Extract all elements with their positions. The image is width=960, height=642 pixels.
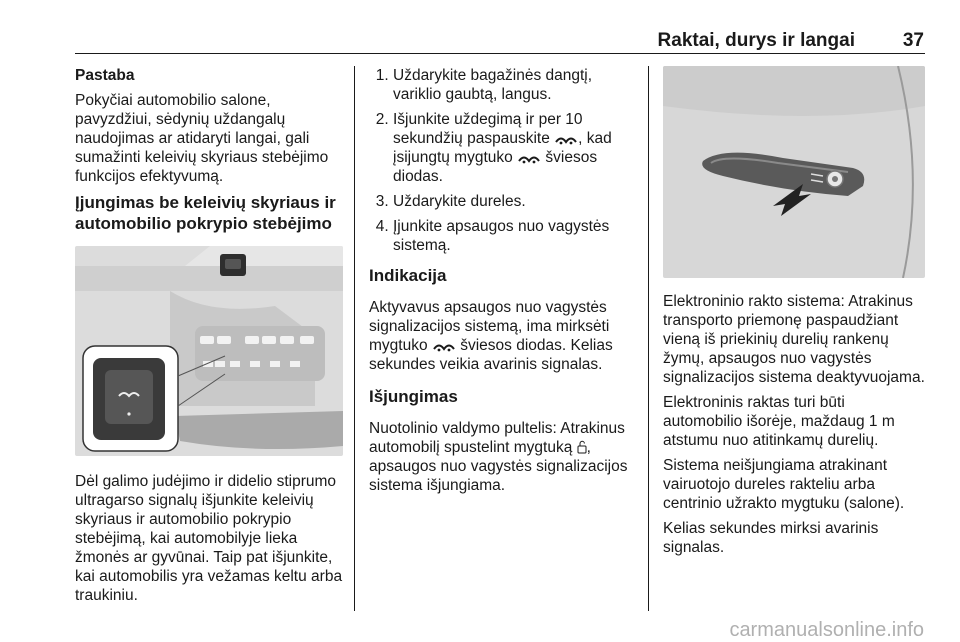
note-text: Pokyčiai automobilio salone, pavyzdžiui, sėdynių uždangalų naudojimas ar atidaryti langai, gali sumažinti keleivių skyriaus stebėjimo funkcijos efektyvumą. — [75, 92, 329, 185]
p4: Kelias sekundes mirksi avarinis signalas. — [663, 520, 879, 556]
car-tilt-icon — [432, 340, 456, 352]
body-text: Dėl galimo judėjimo ir didelio stiprumo ultragarso signalų išjunkite keleivių skyriaus ir automobilio pokrypio stebėjimą, kai automobilyje lieka žmonės ar gyvūnai. Taip pat išjunkite, kai automobilis yra vežamas keltu arba traukiniu. — [75, 473, 343, 604]
column-left — [75, 66, 343, 611]
car-tilt-icon — [554, 133, 578, 145]
heading-isjungimas: Išjungimas — [369, 387, 458, 406]
column-middle — [369, 66, 637, 501]
door-handle-illustration — [663, 66, 925, 278]
p1: Elektroninio rakto sistema: Atrakinus transporto priemonę paspaudžiant vieną iš priekinių durelių rankenų žymų, apsaugos nuo vagystės signalizacijos sistema deaktyvuojama. — [663, 293, 925, 386]
isjungimas-text: Nuotolinio valdymo pultelis: Atrakinus automobilį spustelint mygtuką , apsaugos nuo vagystės signalizacijos sistema išjungiama. — [369, 420, 628, 494]
column-divider-1 — [354, 66, 355, 611]
step-3: 3. Uždarykite dureles. — [393, 192, 637, 211]
note-title: Pastaba — [75, 67, 135, 84]
unlock-icon — [577, 440, 587, 454]
indikacija-text: Aktyvavus apsaugos nuo vagystės signalizacijos sistemą, ima mirksėti mygtuko šviesos diodas. Kelias sekundes veikia avarinis signalas. — [369, 299, 613, 373]
car-tilt-icon — [517, 152, 541, 164]
p2: Elektroninis raktas turi būti automobilio išorėje, maždaug 1 m atstumu nuo atitinkamų durelių. — [663, 394, 895, 449]
header-rule — [75, 53, 925, 54]
interior-sensor-illustration — [75, 246, 343, 456]
p3: Sistema neišjungiama atrakinant vairuotojo dureles rakteliu arba centrinio užrakto mygtuku (salone). — [663, 457, 905, 512]
column-right — [663, 66, 925, 563]
heading-indikacija: Indikacija — [369, 266, 447, 285]
page-number: 37 — [902, 30, 924, 51]
section-heading: Įjungimas be keleivių skyriaus ir automobilio pokrypio stebėjimo — [75, 193, 336, 233]
step-1: 1. Uždarykite bagažinės dangtį, variklio gaubtą, langus. — [393, 66, 637, 104]
column-divider-2 — [648, 66, 649, 611]
running-header-title: Raktai, durys ir langai — [657, 30, 855, 51]
steps-list — [369, 66, 637, 255]
step-2: 2. Išjunkite uždegimą ir per 10 sekundžių paspauskite , kad įsijungtų mygtuko šviesos diodas. — [393, 110, 637, 186]
step-4: 4. Įjunkite apsaugos nuo vagystės sistemą. — [393, 217, 637, 255]
watermark: carmanualsonline.info — [729, 619, 924, 641]
